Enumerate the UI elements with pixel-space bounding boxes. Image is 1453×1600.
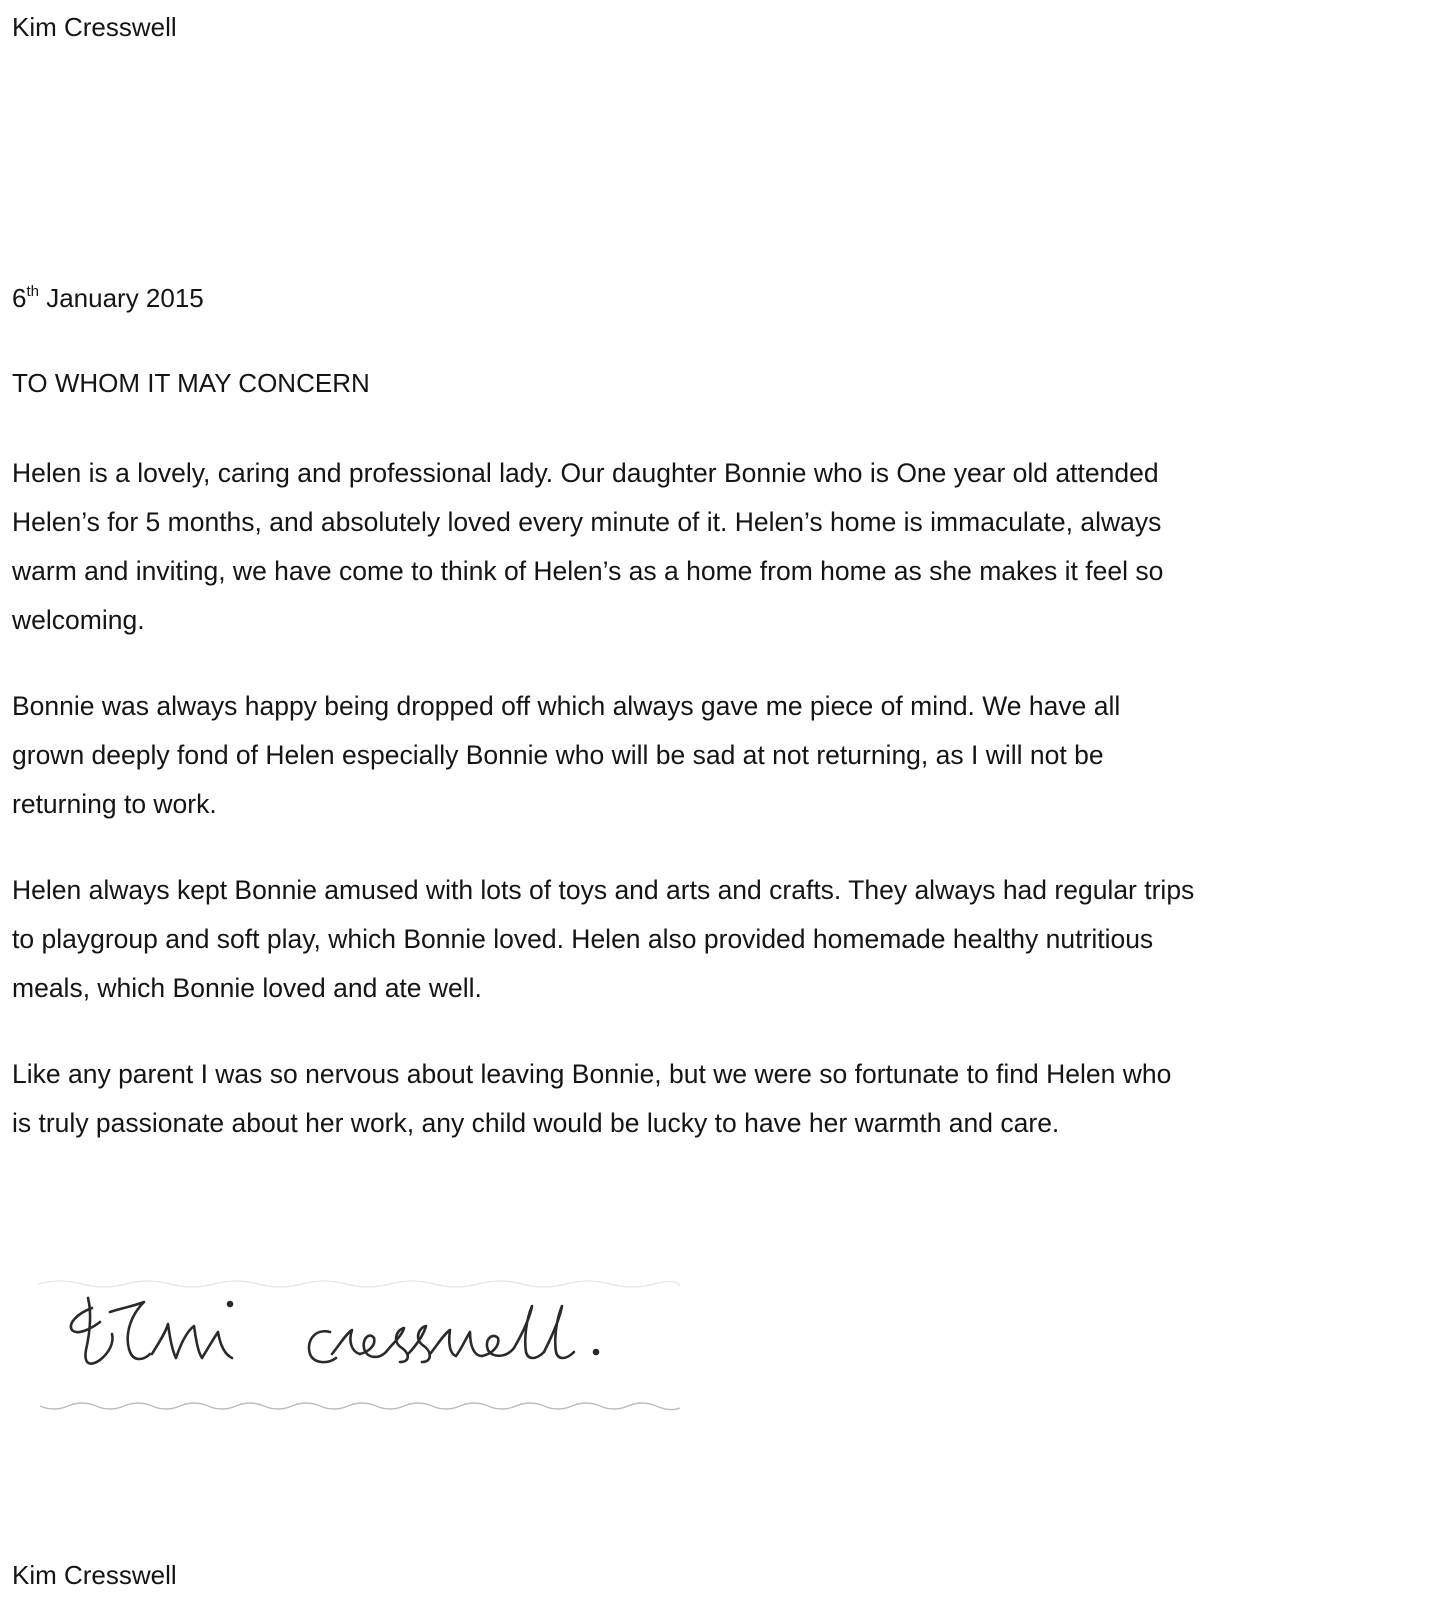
- salutation: TO WHOM IT MAY CONCERN: [12, 368, 370, 398]
- paragraph-line: Helen always kept Bonnie amused with lots of toys and arts and crafts. They always had regular trips: [12, 875, 1195, 905]
- handwritten-signature: [30, 1262, 690, 1432]
- paragraph-line: to playgroup and soft play, which Bonnie loved. Helen also provided homemade healthy nutritious: [12, 924, 1154, 954]
- body-paragraph-2: [12, 682, 1120, 829]
- paragraph-line: meals, which Bonnie loved and ate well.: [12, 973, 482, 1003]
- paragraph-line: Helen is a lovely, caring and professional lady. Our daughter Bonnie who is One year old attended: [12, 458, 1159, 488]
- paragraph-line: Helen’s for 5 months, and absolutely loved every minute of it. Helen’s home is immaculate, always: [12, 507, 1162, 537]
- body-paragraph-1: [12, 449, 1163, 645]
- sender-name: Kim Cresswell: [12, 12, 177, 42]
- date-day: 6: [12, 283, 27, 313]
- signatory-name: Kim Cresswell: [12, 1560, 177, 1590]
- paragraph-line: warm and inviting, we have come to think of Helen’s as a home from home as she makes it feel so: [12, 556, 1164, 586]
- paragraph-line: grown deeply fond of Helen especially Bonnie who will be sad at not returning, as I will not be: [12, 740, 1104, 770]
- paragraph-line: returning to work.: [12, 789, 217, 819]
- letter-date: [12, 283, 204, 318]
- body-paragraph-3: [12, 866, 1194, 1013]
- paragraph-line: welcoming.: [12, 605, 145, 635]
- paragraph-line: Bonnie was always happy being dropped off which always gave me piece of mind. We have all: [12, 691, 1121, 721]
- date-suffix: th: [26, 283, 39, 300]
- body-paragraph-4: [12, 1050, 1171, 1148]
- paragraph-line: Like any parent I was so nervous about leaving Bonnie, but we were so fortunate to find Helen who: [12, 1059, 1172, 1089]
- paragraph-line: is truly passionate about her work, any child would be lucky to have her warmth and care.: [12, 1108, 1060, 1138]
- date-month-year: January 2015: [38, 283, 204, 313]
- signature-card: [30, 1262, 690, 1432]
